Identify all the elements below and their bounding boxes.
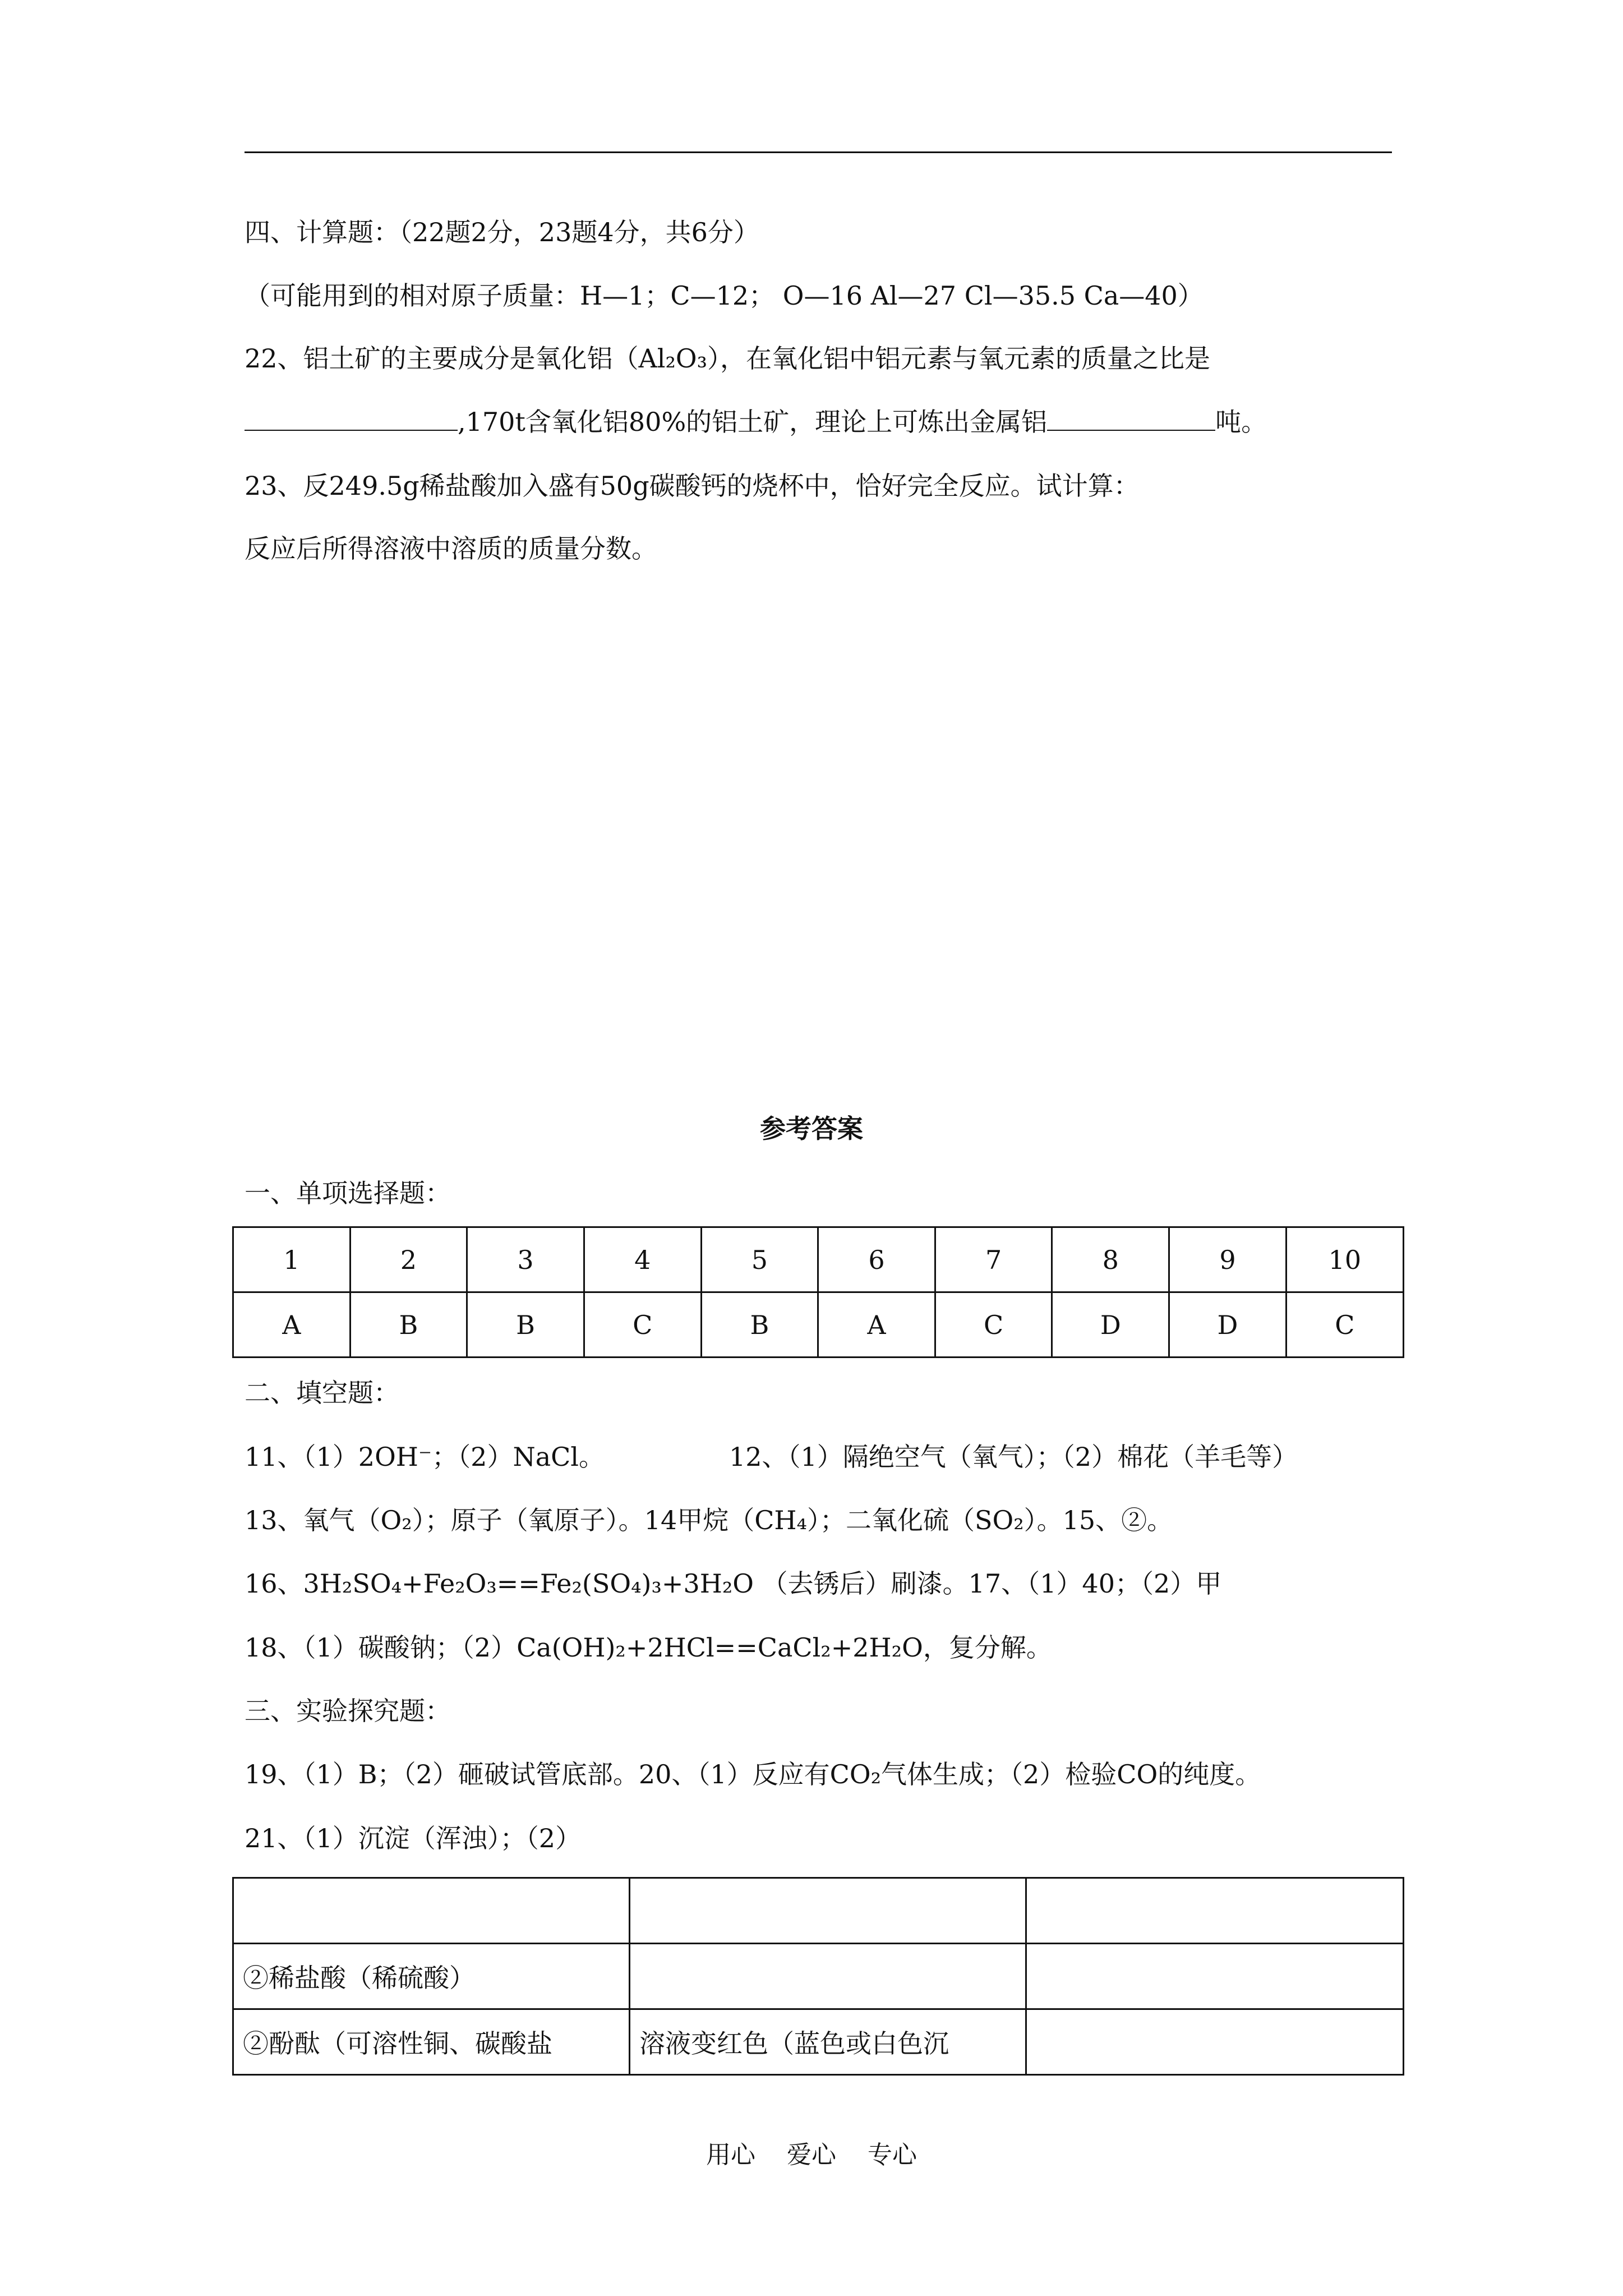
answer-letter: A <box>233 1292 351 1358</box>
answer-letter: D <box>1052 1292 1169 1358</box>
page-footer <box>0 2138 1623 2172</box>
answer-letter: C <box>935 1292 1052 1358</box>
answer-letter: C <box>584 1292 701 1358</box>
question-22-line-1: 22、铝土矿的主要成分是氧化铝（Al₂O₃），在氧化铝中铝元素与氧元素的质量之比是 <box>245 343 1211 374</box>
answer-18: 18、（1）碳酸钠；（2）Ca(OH)₂+2HCl==CaCl₂+2H₂O，复分解。 <box>245 1632 1052 1663</box>
choice-answer-table <box>232 1226 1404 1358</box>
question-23-line-1: 23、反249.5g稀盐酸加入盛有50g碳酸钙的烧杯中，恰好完全反应。试计算： <box>245 471 1140 501</box>
table-cell: ②酚酞（可溶性铜、碳酸盐 <box>233 2009 630 2075</box>
answer-letter: C <box>1286 1292 1403 1358</box>
question-number: 7 <box>935 1227 1052 1292</box>
table-cell: 溶液变红色（蓝色或白色沉 <box>630 2009 1026 2075</box>
question-number: 1 <box>233 1227 351 1292</box>
question-number: 2 <box>350 1227 467 1292</box>
question-number: 6 <box>818 1227 935 1292</box>
table-cell: ②稀盐酸（稀硫酸） <box>233 1944 630 2009</box>
answer-19-20: 19、（1）B；（2）砸破试管底部。20、（1）反应有CO₂气体生成；（2）检验CO的纯度。 <box>245 1759 1261 1789</box>
table-cell <box>1026 2009 1404 2075</box>
answer-13-15: 13、氧气（O₂）；原子（氧原子）。14甲烷（CH₄）；二氧化硫（SO₂）。15、②。 <box>245 1505 1173 1535</box>
table-row <box>233 1878 1404 1944</box>
question-number: 10 <box>1286 1227 1403 1292</box>
footer-text: 爱心 <box>787 2141 836 2169</box>
answer-letter: B <box>350 1292 467 1358</box>
table-row <box>233 2009 1404 2075</box>
table-cell <box>630 1878 1026 1944</box>
question-22-unit: 吨。 <box>1215 407 1267 437</box>
table-cell <box>630 1944 1026 2009</box>
table-cell <box>233 1878 630 1944</box>
table-row <box>233 1227 1404 1292</box>
question-22-text: ,170t含氧化铝80%的铝土矿，理论上可炼出金属铝 <box>458 407 1048 437</box>
section1-heading: 一、单项选择题： <box>245 1178 451 1208</box>
section4-heading: 四、计算题：（22题2分，23题4分，共6分） <box>245 217 759 247</box>
table-cell <box>1026 1878 1404 1944</box>
answer-letter: D <box>1169 1292 1287 1358</box>
table-row <box>233 1292 1404 1358</box>
answer-12: 12、（1）隔绝空气（氧气）；（2）棉花（羊毛等） <box>729 1442 1298 1472</box>
answer-letter: B <box>701 1292 818 1358</box>
header-rule <box>245 151 1392 153</box>
question-number: 3 <box>467 1227 584 1292</box>
footer-text: 用心 <box>706 2141 755 2169</box>
answer-16-17: 16、3H₂SO₄+Fe₂O₃==Fe₂(SO₄)₃+3H₂O （去锈后）刷漆。17、（1）40；（2）甲 <box>245 1568 1222 1599</box>
question-23-line-2: 反应后所得溶液中溶质的质量分数。 <box>245 533 657 564</box>
atomic-masses-note: （可能用到的相对原子质量：H—1；C—12； O—16 Al—27 Cl—35.5 Ca—40） <box>245 280 1204 311</box>
answer-11: 11、（1）2OH⁻；（2）NaCl。 <box>245 1442 605 1472</box>
answer-blank-1[interactable] <box>245 407 458 431</box>
section2-heading: 二、填空题： <box>245 1378 399 1408</box>
experiment-table <box>232 1877 1404 2076</box>
question-22-line-2 <box>245 405 1267 439</box>
answer-letter: B <box>467 1292 584 1358</box>
table-cell <box>1026 1944 1404 2009</box>
question-number: 5 <box>701 1227 818 1292</box>
answers-title: 参考答案 <box>760 1114 863 1144</box>
question-number: 4 <box>584 1227 701 1292</box>
answer-21: 21、（1）沉淀（浑浊）；（2） <box>245 1823 582 1853</box>
question-number: 8 <box>1052 1227 1169 1292</box>
question-number: 9 <box>1169 1227 1287 1292</box>
answer-letter: A <box>818 1292 935 1358</box>
section3-heading: 三、实验探究题： <box>245 1696 451 1726</box>
table-row <box>233 1944 1404 2009</box>
footer-text: 专心 <box>868 2141 917 2169</box>
answer-blank-2[interactable] <box>1047 407 1215 431</box>
